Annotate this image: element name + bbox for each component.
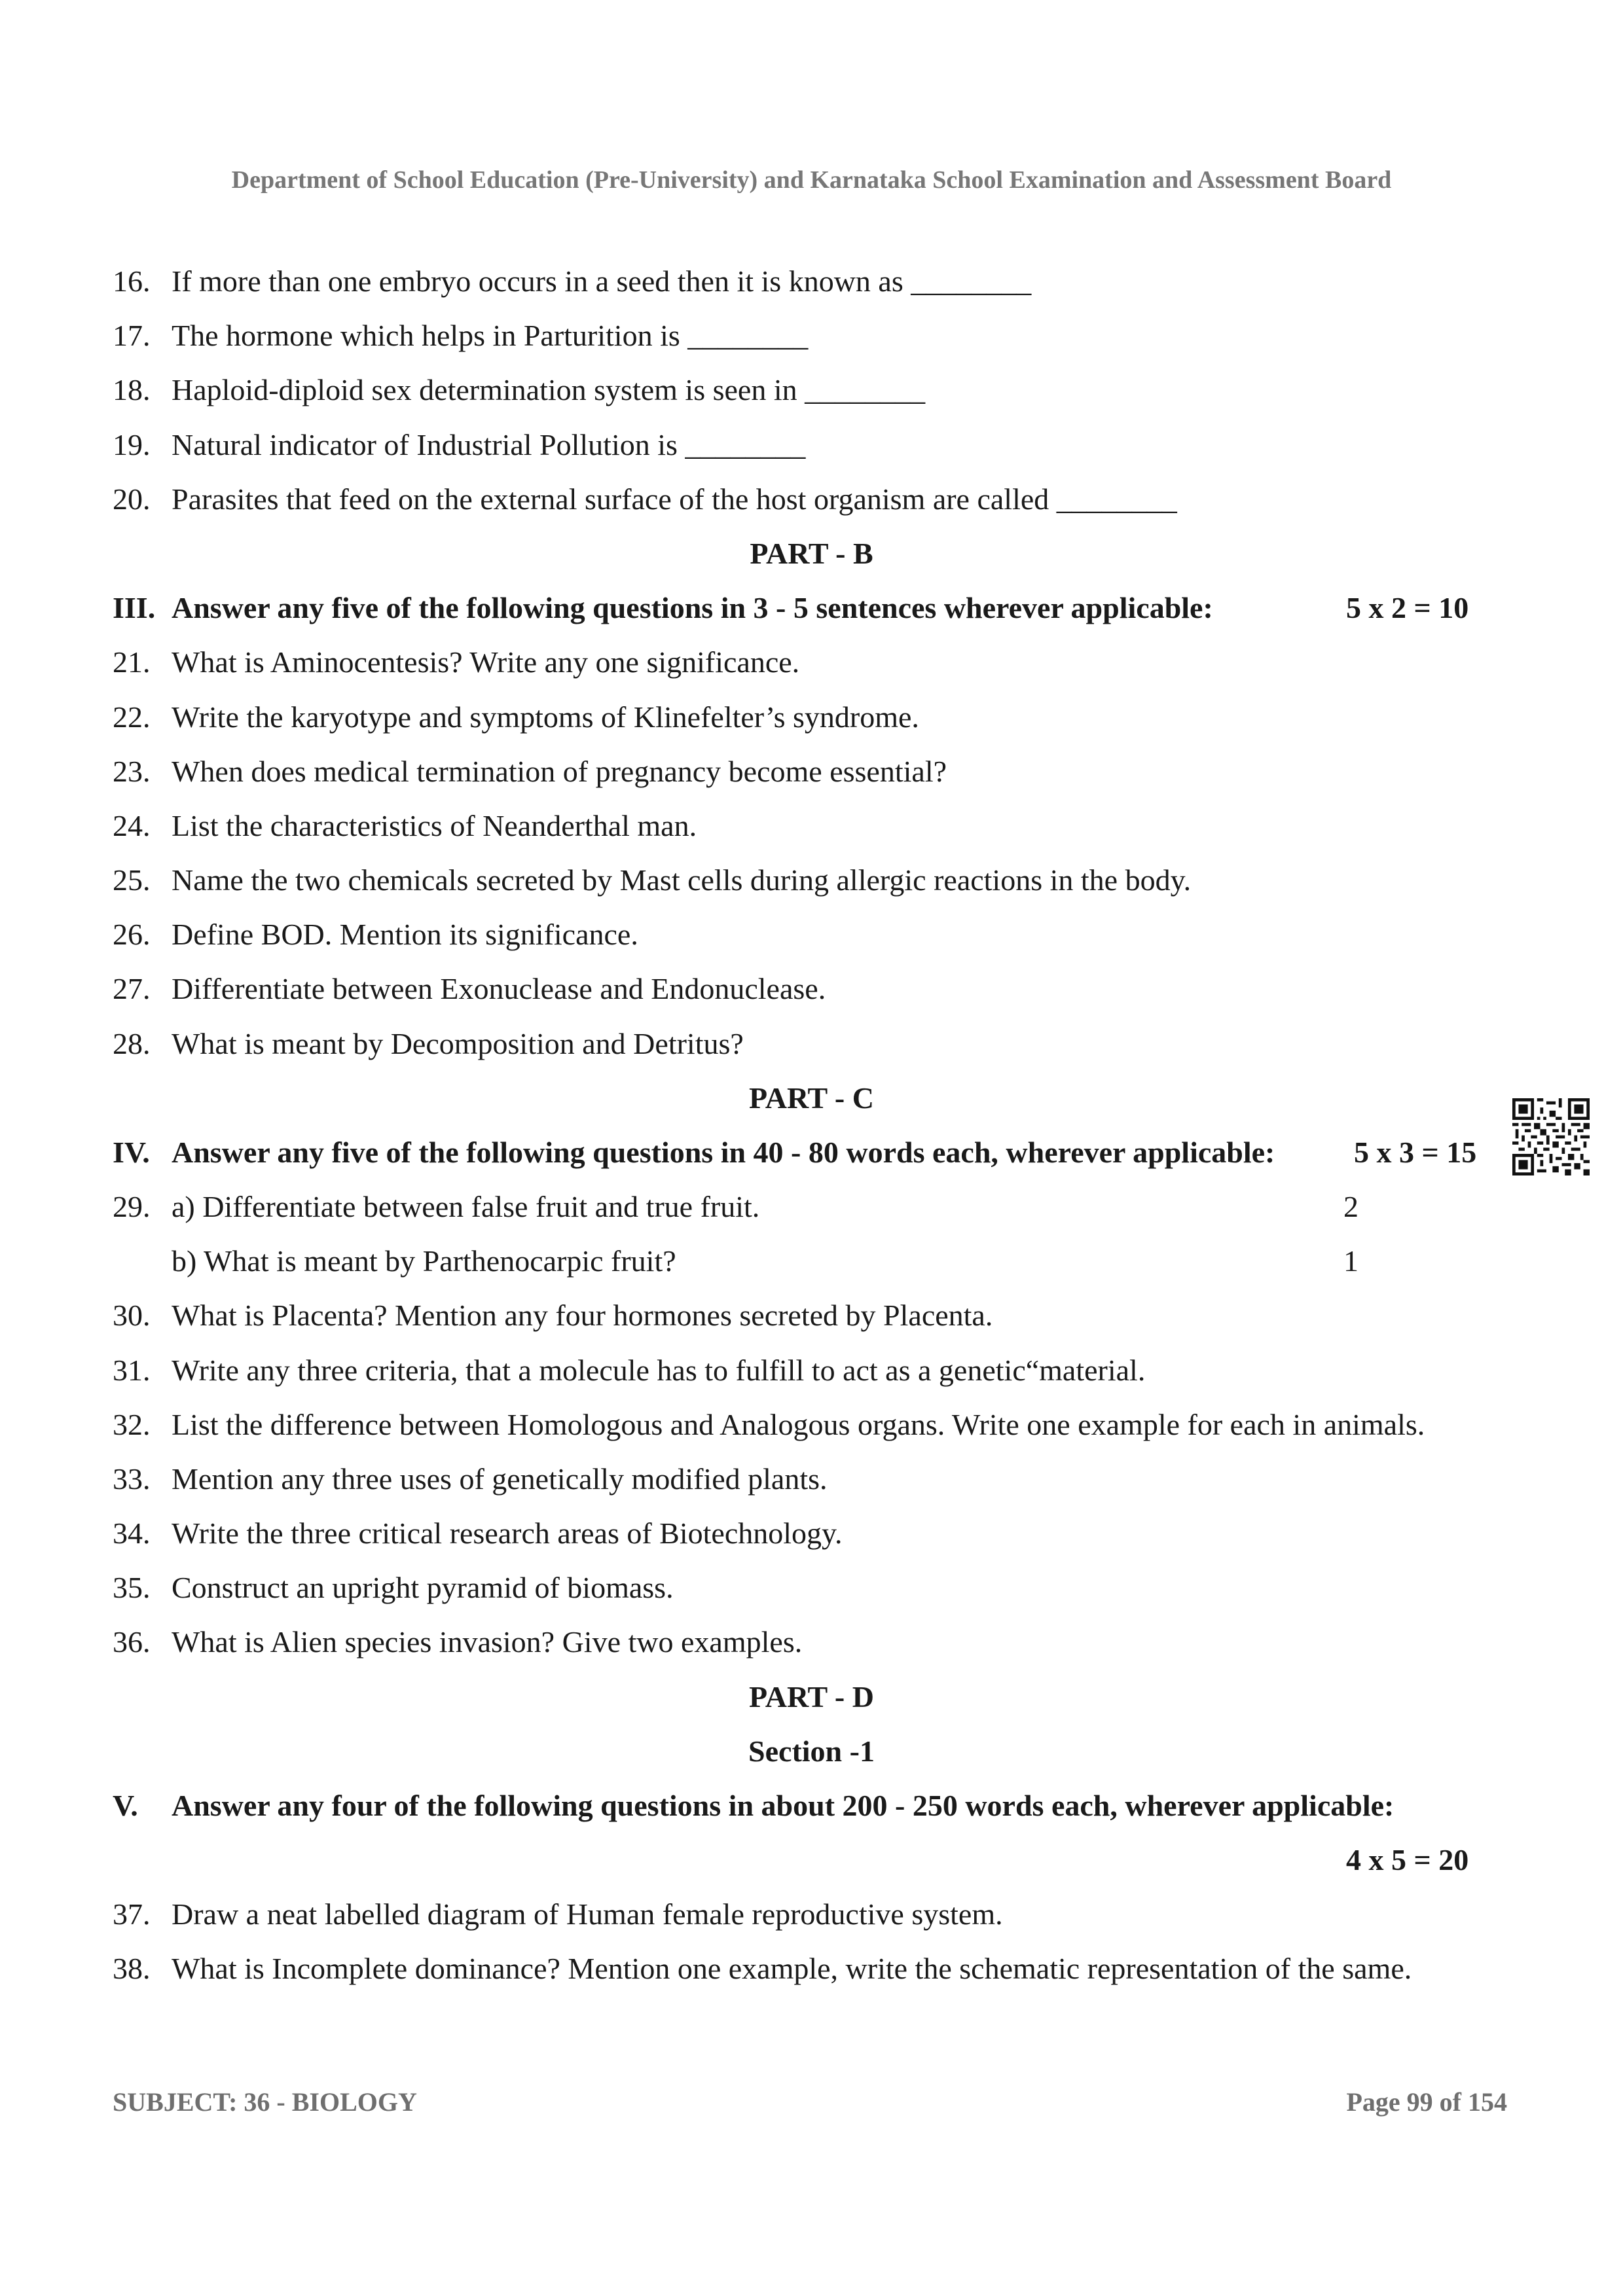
question-number: 29. — [113, 1190, 151, 1223]
question-text: Differentiate between Exonuclease and Endonuclease. — [172, 972, 826, 1005]
part-b-title: PART - B — [750, 537, 873, 570]
question-number: 23. — [113, 755, 151, 788]
instruction-text: Answer any four of the following questions in about 200 - 250 words each, wherever applicable: — [172, 1789, 1395, 1822]
question-number: 34. — [113, 1516, 151, 1550]
question-number: 26. — [113, 918, 151, 951]
instruction-text: Answer any five of the following questions in 3 - 5 sentences wherever applicable: — [172, 591, 1213, 624]
section-roman-number: V. — [113, 1789, 138, 1822]
section-marks: 5 x 3 = 15 — [1354, 1136, 1477, 1169]
question-text: a) Differentiate between false fruit and true fruit. — [172, 1190, 760, 1223]
question-text: What is meant by Decomposition and Detritus? — [172, 1027, 744, 1060]
section-marks: 4 x 5 = 20 — [1346, 1843, 1469, 1876]
question-text: Define BOD. Mention its significance. — [172, 918, 638, 951]
question-text: List the difference between Homologous and Analogous organs. Write one example for each in animals. — [172, 1408, 1425, 1441]
question-number: 16. — [113, 264, 151, 298]
question-text: b) What is meant by Parthenocarpic fruit? — [172, 1244, 676, 1278]
question-mark: 2 — [1343, 1190, 1359, 1223]
question-number: 31. — [113, 1354, 151, 1387]
question-number: 37. — [113, 1897, 151, 1931]
section-roman-number: IV. — [113, 1136, 150, 1169]
section-title: Section -1 — [748, 1734, 875, 1768]
question-text: Haploid-diploid sex determination system is seen in ________ — [172, 373, 926, 406]
footer-subject: SUBJECT: 36 - BIOLOGY — [113, 2087, 417, 2117]
question-text: If more than one embryo occurs in a seed then it is known as ________ — [172, 264, 1032, 298]
question-text: Name the two chemicals secreted by Mast cells during allergic reactions in the body. — [172, 863, 1192, 897]
question-text: What is Aminocentesis? Write any one significance. — [172, 645, 800, 679]
question-number: 27. — [113, 972, 151, 1005]
question-number: 20. — [113, 482, 151, 516]
question-text: Write the three critical research areas of Biotechnology. — [172, 1516, 843, 1550]
question-text: Parasites that feed on the external surface of the host organism are called ________ — [172, 482, 1177, 516]
question-text: Write the karyotype and symptoms of Klinefelter’s syndrome. — [172, 700, 919, 734]
page-header: Department of School Education (Pre-University) and Karnataka School Examination and Assessment Board — [231, 166, 1392, 194]
question-text: When does medical termination of pregnancy become essential? — [172, 755, 947, 788]
question-text: What is Alien species invasion? Give two examples. — [172, 1625, 803, 1659]
question-number: 17. — [113, 319, 151, 352]
question-text: Natural indicator of Industrial Pollution is ________ — [172, 428, 806, 461]
question-text: Construct an upright pyramid of biomass. — [172, 1571, 674, 1604]
question-number: 30. — [113, 1299, 151, 1332]
question-number: 22. — [113, 700, 151, 734]
question-number: 32. — [113, 1408, 151, 1441]
question-number: 36. — [113, 1625, 151, 1659]
question-number: 38. — [113, 1952, 151, 1985]
part-d-title: PART - D — [749, 1680, 874, 1713]
question-text: The hormone which helps in Parturition is ________ — [172, 319, 809, 352]
question-text: Mention any three uses of genetically modified plants. — [172, 1462, 828, 1496]
question-number: 35. — [113, 1571, 151, 1604]
qr-code-icon — [1512, 1098, 1590, 1175]
footer-page-number: Page 99 of 154 — [1346, 2087, 1507, 2117]
question-text: Write any three criteria, that a molecule has to fulfill to act as a genetic“material. — [172, 1354, 1146, 1387]
question-number: 19. — [113, 428, 151, 461]
instruction-text: Answer any five of the following questions in 40 - 80 words each, wherever applicable: — [172, 1136, 1275, 1169]
question-mark: 1 — [1343, 1244, 1359, 1278]
section-marks: 5 x 2 = 10 — [1346, 591, 1469, 624]
part-c-title: PART - C — [749, 1081, 874, 1115]
section-roman-number: III. — [113, 591, 156, 624]
question-text: What is Incomplete dominance? Mention one example, write the schematic representation of the same. — [172, 1952, 1412, 1985]
question-number: 33. — [113, 1462, 151, 1496]
question-text: List the characteristics of Neanderthal man. — [172, 809, 697, 842]
question-text: Draw a neat labelled diagram of Human female reproductive system. — [172, 1897, 1003, 1931]
question-number: 28. — [113, 1027, 151, 1060]
question-number: 18. — [113, 373, 151, 406]
question-number: 25. — [113, 863, 151, 897]
question-text: What is Placenta? Mention any four hormones secreted by Placenta. — [172, 1299, 993, 1332]
question-number: 21. — [113, 645, 151, 679]
question-number: 24. — [113, 809, 151, 842]
